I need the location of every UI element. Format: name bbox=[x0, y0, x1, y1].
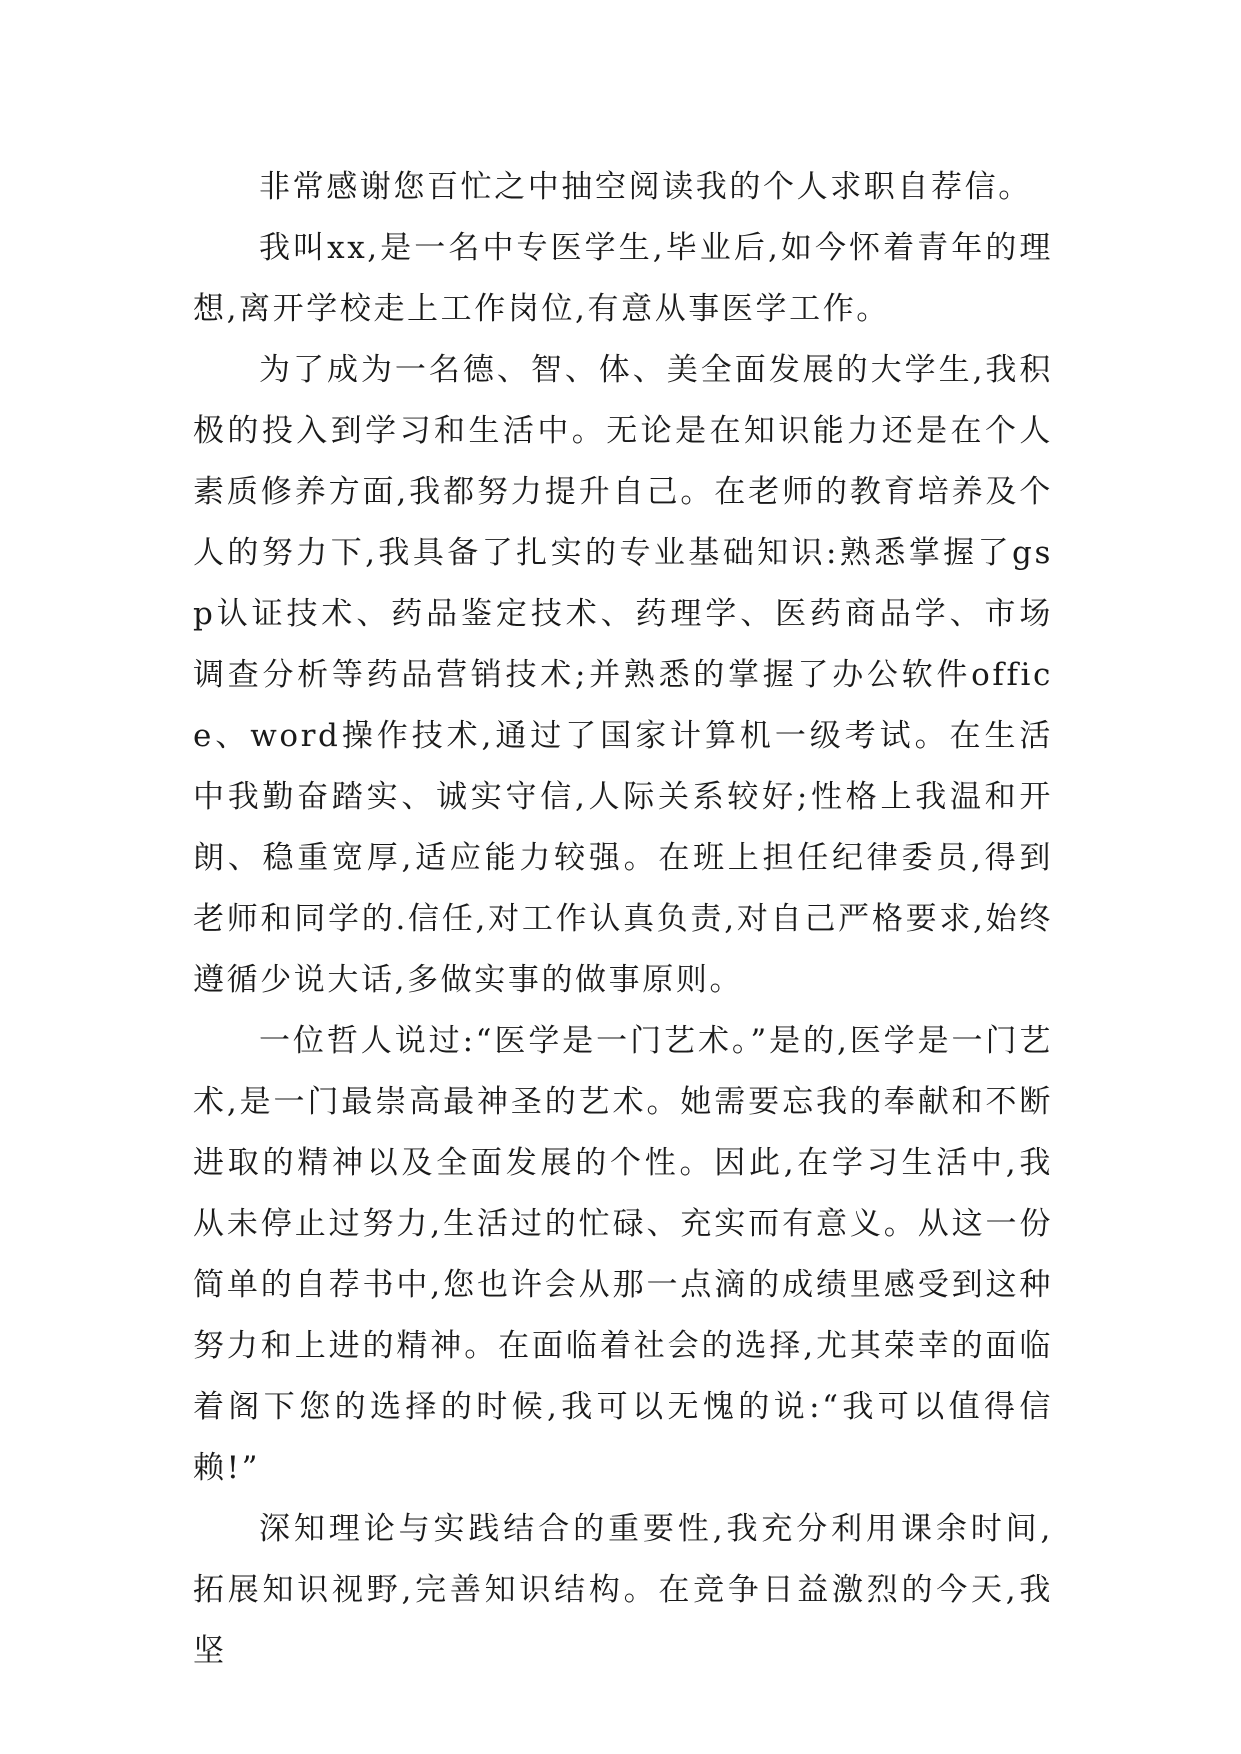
paragraph-medicine-art: 一位哲人说过:“医学是一门艺术。”是的,医学是一门艺术,是一门最崇高最神圣的艺术。她需要忘我的奉献和不断进取的精神以及全面发展的个性。因此,在学习生活中,我从未停止过努力,生活过的忙碌、充实而有意义。从这一份简单的自荐书中,您也许会从那一点滴的成绩里感受到这种努力和上进的精神。在面临着社会的选择,尤其荣幸的面临着阁下您的选择的时候,我可以无愧的说:“我可以值得信赖!” bbox=[193, 1023, 1053, 1486]
paragraph-education: 为了成为一名德、智、体、美全面发展的大学生,我积极的投入到学习和生活中。无论是在知识能力还是在个人素质修养方面,我都努力提升自己。在老师的教育培养及个人的努力下,我具备了扎实的专业基础知识:熟悉掌握了gsp认证技术、药品鉴定技术、药理学、医药商品学、市场调查分析等药品营销技术;并熟悉的掌握了办公软件office、word操作技术,通过了国家计算机一级考试。在生活中我勤奋踏实、诚实守信,人际关系较好;性格上我温和开朗、稳重宽厚,适应能力较强。在班上担任纪律委员,得到老师和同学的.信任,对工作认真负责,对自己严格要求,始终遵循少说大话,多做实事的做事原则。 bbox=[193, 352, 1053, 998]
paragraph-thanks: 非常感谢您百忙之中抽空阅读我的个人求职自荐信。 bbox=[259, 169, 1032, 205]
paragraph-introduction: 我叫xx,是一名中专医学生,毕业后,如今怀着青年的理想,离开学校走上工作岗位,有意从事医学工作。 bbox=[193, 230, 1053, 327]
paragraph-practice: 深知理论与实践结合的重要性,我充分利用课余时间,拓展知识视野,完善知识结构。在竞争日益激烈的今天,我坚 bbox=[193, 1511, 1053, 1669]
letter-body bbox=[193, 157, 1053, 1682]
